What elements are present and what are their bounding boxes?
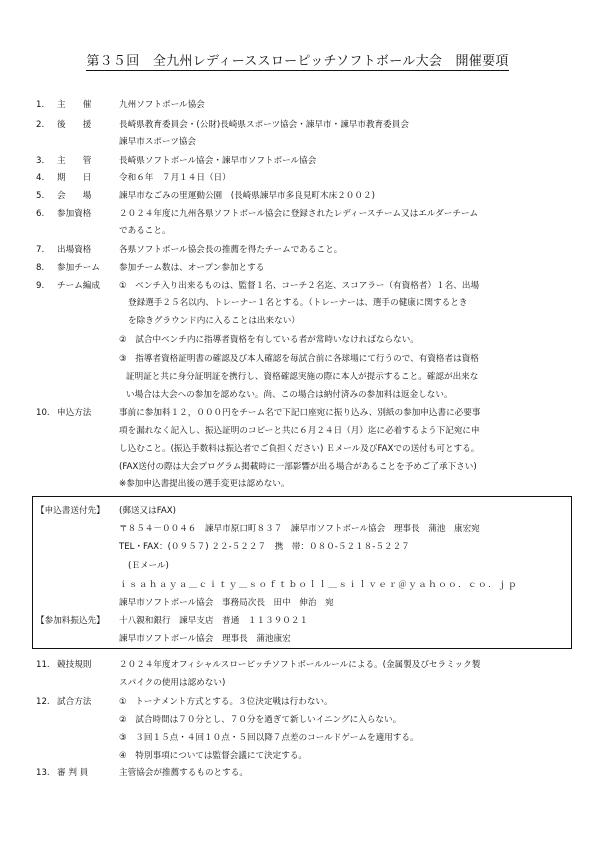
- payment-label: 【参加料振込先】: [36, 616, 105, 626]
- item-number: 10.: [36, 408, 50, 418]
- item-text: 長崎県ソフトボール協会・諫早市ソフトボール協会: [119, 156, 317, 166]
- item-text: 主管協会が推薦するものとする。: [119, 768, 248, 778]
- item-label: 主 催: [57, 100, 92, 110]
- item-number: 1.: [36, 100, 45, 110]
- item-label: 申込方法: [57, 408, 92, 418]
- send-to-line: (Ｅメール): [128, 561, 169, 571]
- item-text: 項を漏れなく記入し、振込証明のコピーと共に６月２４日（月）迄に必着するよう下記宛に申: [119, 426, 480, 436]
- item-text: 諫早市スポーツ協会: [119, 137, 197, 147]
- item-text: ④ 特別事項については監督会議にて決定する。: [119, 751, 308, 761]
- item-text: ※参加申込書提出後の選手変更は認めない。: [119, 479, 290, 489]
- item-label: 主 管: [57, 156, 92, 166]
- payment-account-holder: 諫早市ソフトボール協会 理事長 蒲池康宏: [119, 634, 291, 644]
- item-text: ② 試合時間は７０分とし、７０分を過ぎて新しいイニングに入らない。: [119, 715, 402, 725]
- item-text: 令和６年 ７月１４日（日）: [119, 173, 231, 183]
- item-number: 6.: [36, 209, 45, 219]
- item-text: ２０２４年度に九州各県ソフトボール協会に登録されたレディースチーム又はエルダーチーム: [119, 209, 479, 219]
- payment-bank: 十八親和銀行 諫早支店 普通 １１３９０２１: [119, 616, 309, 626]
- send-to-email: ｉｓａｈａｙａ＿ｃｉｔｙ＿ｓｏｆｔｂｏｌｌ＿ｓｉｌｖｅｒ＠ｙａｈｏｏ．ｃｏ．ｊｐ: [119, 579, 518, 589]
- item-label: チーム編成: [57, 281, 100, 291]
- item-number: 9.: [36, 281, 45, 291]
- item-label: 参加チーム: [57, 263, 100, 273]
- send-to-label: 【申込書送付先】: [36, 506, 105, 516]
- item-text: 登録選手２５名以内、トレーナー１名とする。（トレーナーは、選手の健康に関するとき: [128, 298, 468, 308]
- item-text: ② 試合中ベンチ内に指導者資格を有している者が常時いなければならない。: [119, 335, 419, 345]
- item-text: であること。: [119, 226, 171, 236]
- item-text: 各県ソフトボール協会長の推薦を得たチームであること。: [119, 245, 343, 255]
- item-text: い場合は大会への参加を認めない。尚、この場合は納付済みの参加料は返金しない。: [126, 390, 453, 400]
- item-text: ③ ３回１５点・４回１０点・５回以降７点差のコールドゲームを適用する。: [119, 733, 419, 743]
- item-label: 競技規則: [57, 660, 92, 670]
- item-text: ① ベンチ入り出来るものは、監督１名、コーチ２名迄、スコアラー（有資格者）１名、出場: [119, 281, 480, 291]
- item-text: 参加チーム数は、オープン参加とする: [119, 263, 265, 273]
- item-number: 2.: [36, 120, 45, 130]
- item-text: 長崎県教育委員会・(公財)長崎県スポーツ協会・諫早市・諫早市教育委員会: [119, 120, 409, 130]
- item-number: 3.: [36, 156, 45, 166]
- item-text: 九州ソフトボール協会: [119, 100, 205, 110]
- item-label: 審 判 員: [57, 768, 89, 778]
- item-number: 4.: [36, 173, 45, 183]
- item-text: 証明証と共に身分証明証を携行し、資格確認実施の際に本人が提示すること。確認が出来な: [126, 372, 479, 382]
- item-text: ③ 指導者資格証明書の確認及び本人確認を毎試合前に各球場にて行うので、有資格者は資格: [119, 354, 479, 364]
- item-number: 12.: [36, 697, 50, 707]
- item-number: 5.: [36, 191, 45, 201]
- item-number: 11.: [36, 660, 50, 670]
- item-number: 7.: [36, 245, 45, 255]
- item-number: 8.: [36, 263, 45, 273]
- send-to-line: (郵送又はFAX): [119, 506, 177, 516]
- item-label: 会 場: [57, 191, 92, 201]
- item-text: 事前に参加料１２，０００円をチーム名で下記口座宛に振り込み、別紙の参加申込書に必要事: [119, 408, 481, 418]
- item-label: 期 日: [57, 173, 92, 183]
- item-text: し込むこと。(振込手数料は振込者でご負担ください) Ｅメール及びFAXでの送付も可とする。: [119, 444, 480, 454]
- item-label: 後 援: [57, 120, 92, 130]
- item-text: 諫早市なごみの里運動公園 (長崎県諫早市多良見町木床２００２): [119, 191, 375, 201]
- send-to-address: 〒８５４－００４６ 諫早市原口町８３７ 諫早市ソフトボール協会 理事長 蒲池 康宏宛: [119, 524, 480, 534]
- item-text: ① トーナメント方式とする。３位決定戦は行わない。: [119, 697, 333, 707]
- item-text: (FAX送付の際は大会プログラム掲載時に一部影響が出る場合があることを予めご了承下さい): [119, 462, 477, 472]
- item-number: 13.: [36, 768, 50, 778]
- item-text: を除きグラウンド内に入ることは出来ない）: [128, 316, 300, 326]
- item-label: 参加資格: [57, 209, 92, 219]
- item-text: ２０２４年度オフィシャルスローピッチソフトボールルールによる。(金属製及びセラミック製: [119, 660, 481, 670]
- send-to-phone: TEL・FAX：(０９５７) ２２-５２２７ 携 帯：０８０-５２１８-５２２７: [119, 542, 410, 552]
- item-text: スパイクの使用は認めない): [119, 678, 226, 688]
- item-label: 試合方法: [57, 697, 92, 707]
- item-label: 出場資格: [57, 245, 92, 255]
- send-to-contact: 諫早市ソフトボール協会 事務局次長 田中 伸治 宛: [119, 598, 334, 608]
- document-title: 第３５回 全九州レディーススローピッチソフトボール大会 開催要項: [86, 54, 509, 69]
